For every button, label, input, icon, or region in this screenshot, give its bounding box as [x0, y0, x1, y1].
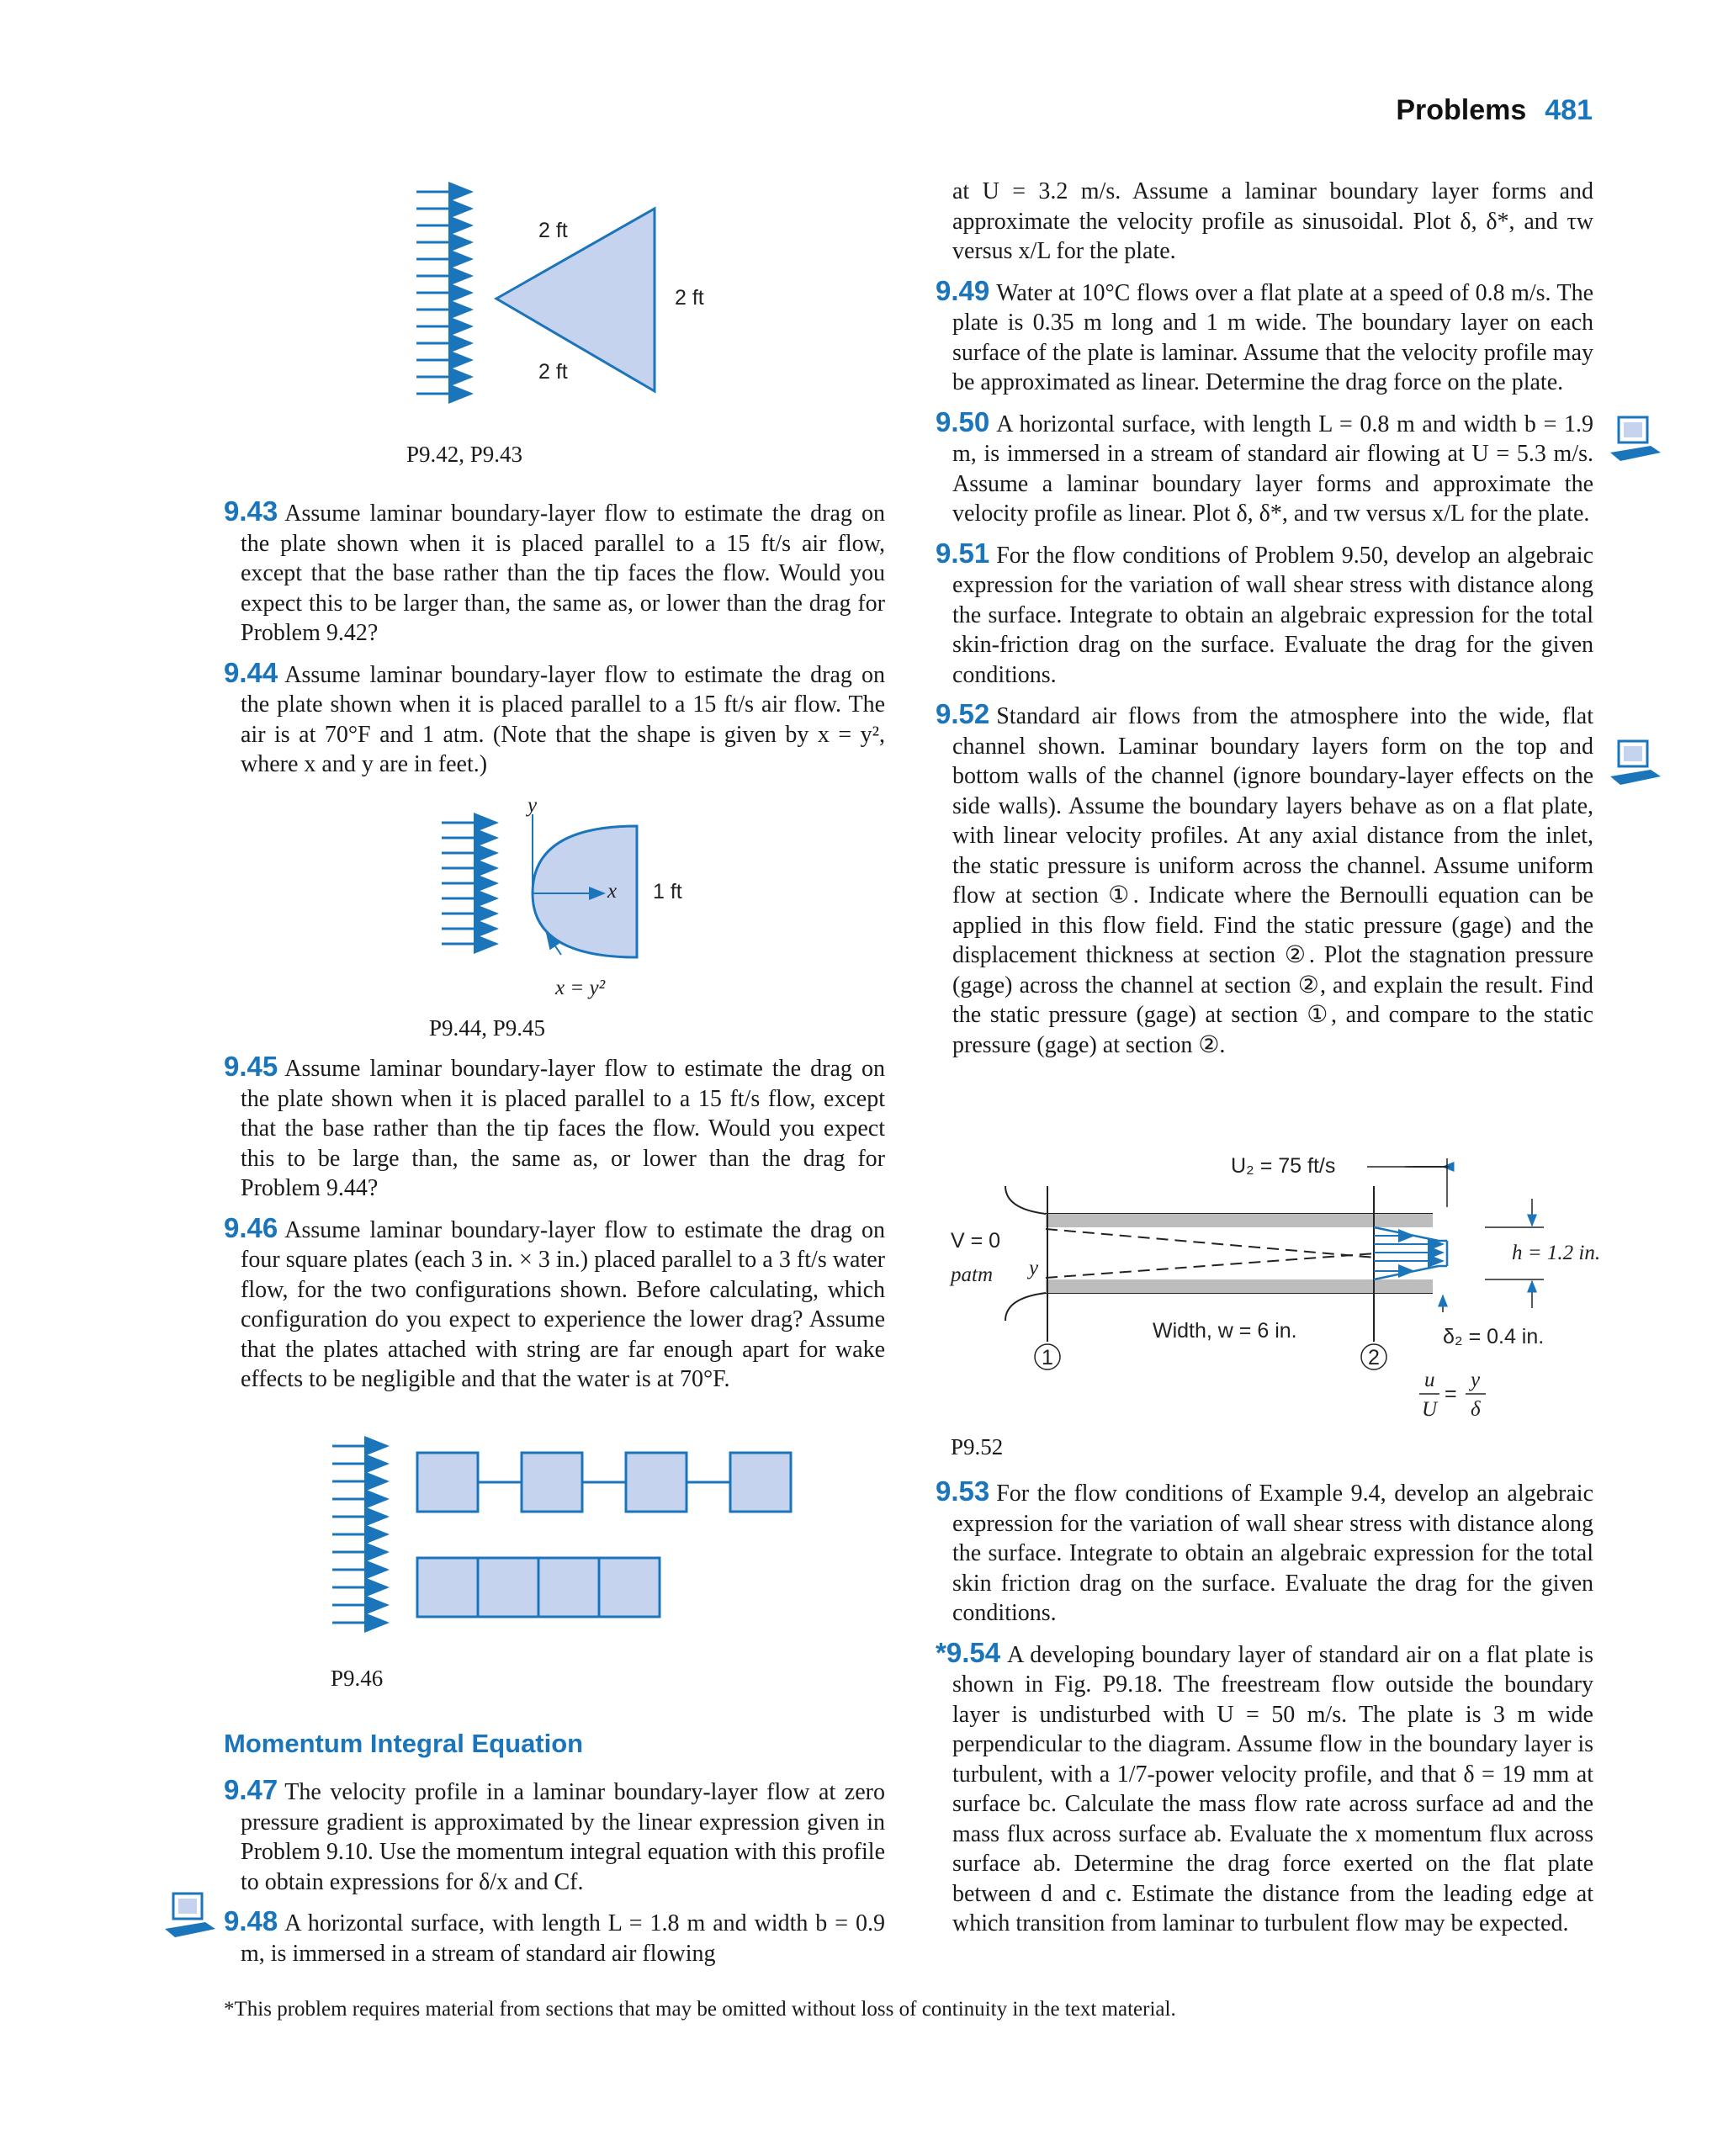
- svg-text:=: =: [1445, 1382, 1457, 1406]
- section-title: Momentum Integral Equation: [224, 1729, 584, 1758]
- problem-9-48-continued: at U = 3.2 m/s. Assume a laminar boundary layer forms and approximate the velocity profile as sinusoidal. Plot δ, δ*, and τw versus x/L for the plate.: [952, 178, 1593, 264]
- triangle-plate: [496, 209, 655, 391]
- triangle-label-right: 2 ft: [675, 286, 704, 310]
- computer-icon: [1607, 736, 1664, 788]
- caption-channel: P9.52: [951, 1434, 1004, 1459]
- problem-9-51: 9.51 For the flow conditions of Problem 9.50, develop an algebraic expression for the variation of wall shear stress with distance along the surface. Integrate to obtain an algebraic expression for the total skin-friction drag on the surface. Evaluate the drag for the given conditions.: [936, 537, 1593, 688]
- channel-profile-U: U: [1422, 1398, 1438, 1421]
- problem-9-44: 9.44 Assume laminar boundary-layer flow to estimate the drag on the plate shown when it is placed parallel to a 15 ft/s air flow. The air is at 70°F and 1 atm. (Note that the shape is given by x = y², where x and y are in feet.): [224, 656, 885, 777]
- footnote: *This problem requires material from sections that may be omitted without loss of continuity in the text material.: [224, 1998, 1176, 2021]
- left-column-bottom: [224, 1775, 885, 1978]
- problem-9-54: *9.54 A developing boundary layer of standard air on a flat plate is shown in Fig. P9.18. The freestream flow outside the boundary layer is undisturbed with U = 50 m/s. The plate is 3 m wide perpendicular to the diagram. Assume flow in the boundary layer is turbulent, with a 1/7-power velocity profile, and that δ = 19 mm at surface bc. Calculate the mass flow rate across surface ad and the mass flux across surface ab. Evaluate the x momentum flux across surface ab. Determine the drag force exerted on the flat plate between d and c. Estimate the distance from the leading edge at which transition from laminar to turbulent flow may be expected.: [936, 1636, 1593, 1936]
- triangle-label-bottom: 2 ft: [538, 360, 568, 384]
- problem-9-53: 9.53 For the flow conditions of Example 9.4, develop an algebraic expression for the variation of wall shear stress with distance along the surface. Integrate to obtain an algebraic expression for the total skin friction drag on the surface. Evaluate the drag for the given conditions.: [936, 1475, 1593, 1626]
- caption-triangle: P9.42, P9.43: [406, 442, 523, 467]
- triangle-label-top: 2 ft: [538, 219, 568, 242]
- computer-icon: [1607, 412, 1664, 464]
- plates-row-adjacent: [417, 1558, 660, 1617]
- channel-section-2: 2: [1368, 1346, 1380, 1369]
- channel-delta2-label: δ₂ = 0.4 in.: [1443, 1325, 1545, 1348]
- parabola-plate: [533, 826, 637, 957]
- figure-parabola: [429, 799, 749, 1009]
- problem-9-48: 9.48 A horizontal surface, with length L = 1.8 m and width b = 0.9 m, is immersed in a stream of standard air flowing: [224, 1905, 885, 1967]
- channel-patm-label: patm: [951, 1263, 993, 1286]
- parabola-label-height: 1 ft: [653, 880, 682, 903]
- figure-triangle: [404, 177, 740, 421]
- right-column-bottom: [936, 1476, 1593, 1948]
- channel-v0-label: V = 0: [951, 1229, 1001, 1253]
- problem-9-43: 9.43 Assume laminar boundary-layer flow to estimate the drag on the plate shown when it is placed parallel to a 15 ft/s air flow, except that the base rather than the tip faces the flow. Would you expect this to be larger than, the same as, or lower than the drag for Problem 9.42?: [224, 495, 885, 646]
- parabola-label-x: x: [607, 880, 618, 903]
- figure-channel: [938, 1148, 1611, 1434]
- channel-u2-label: U₂ = 75 ft/s: [1231, 1154, 1336, 1178]
- figure-plates: [320, 1434, 808, 1645]
- caption-plates: P9.46: [331, 1666, 384, 1691]
- caption-parabola: P9.44, P9.45: [429, 1015, 546, 1041]
- channel-profile-y: y: [1471, 1369, 1481, 1391]
- left-column-middle: [224, 1052, 885, 1404]
- channel-width-label: Width, w = 6 in.: [1153, 1319, 1297, 1343]
- channel-y-label: y: [1029, 1257, 1039, 1279]
- channel-profile-u: u: [1424, 1369, 1435, 1391]
- problem-9-49: 9.49 Water at 10°C flows over a flat plate at a speed of 0.8 m/s. The plate is 0.35 m long and 1 m wide. The boundary layer on each surface of the plate is laminar. Assume that the velocity profile may be approximated as linear. Determine the drag force on the plate.: [936, 274, 1593, 395]
- flow-arrows: [416, 192, 471, 394]
- header-title: Problems: [1396, 94, 1527, 126]
- right-column-top: [936, 177, 1593, 1069]
- left-column-top: [224, 496, 885, 789]
- channel-section-1: 1: [1042, 1346, 1053, 1369]
- plates-row-separated: [417, 1453, 791, 1512]
- parabola-label-y: y: [528, 799, 538, 817]
- channel-h-label: h = 1.2 in.: [1512, 1242, 1601, 1264]
- problem-9-52: 9.52 Standard air flows from the atmosphere into the wide, flat channel shown. Laminar boundary layers form on the top and bottom walls of the channel (ignore boundary-layer effects on the side walls). Assume the boundary layers behave as on a flat plate, with linear velocity profiles. At any axial distance from the inlet, the static pressure is uniform across the channel. Assume uniform flow at section ①. Indicate where the Bernoulli equation can be applied in this flow field. Find the static pressure (gage) and the displacement thickness at section ②. Plot the stagnation pressure (gage) across the channel at section ②, and explain the result. Find the static pressure (gage) at section ①, and compare to the static pressure (gage) at section ②.: [936, 698, 1593, 1058]
- problem-9-50: 9.50 A horizontal surface, with length L = 0.8 m and width b = 1.9 m, is immersed in a stream of standard air flowing at U = 5.3 m/s. Assume a laminar boundary layer forms and approximate the velocity profile as linear. Plot δ, δ*, and τw versus x/L for the plate.: [936, 405, 1593, 527]
- problem-9-46: 9.46 Assume laminar boundary-layer flow to estimate the drag on four square plates (each 3 in. × 3 in.) placed parallel to a 3 ft/s water flow, for the two configurations shown. Before calculating, which configuration do you expect to experience the lower drag? Assume that the plates attached with string are far enough apart for wake effects to be negligible and that the water is at 70°F.: [224, 1211, 885, 1392]
- channel-profile-delta: δ: [1471, 1398, 1481, 1421]
- parabola-label-curve: x = y²: [555, 977, 606, 999]
- page-header: [1396, 94, 1593, 127]
- page-number: 481: [1545, 94, 1593, 126]
- problem-9-47: 9.47 The velocity profile in a laminar boundary-layer flow at zero pressure gradient is approximated by the linear expression given in Problem 9.10. Use the momentum integral equation with this profile to obtain expressions for δ/x and Cf.: [224, 1774, 885, 1895]
- problem-9-45: 9.45 Assume laminar boundary-layer flow to estimate the drag on the plate shown when it is placed parallel to a 15 ft/s flow, except that the base rather than the tip faces the flow. Would you expect this to be large than, the same as, or lower than the drag for Problem 9.44?: [224, 1051, 885, 1201]
- computer-icon: [162, 1888, 219, 1941]
